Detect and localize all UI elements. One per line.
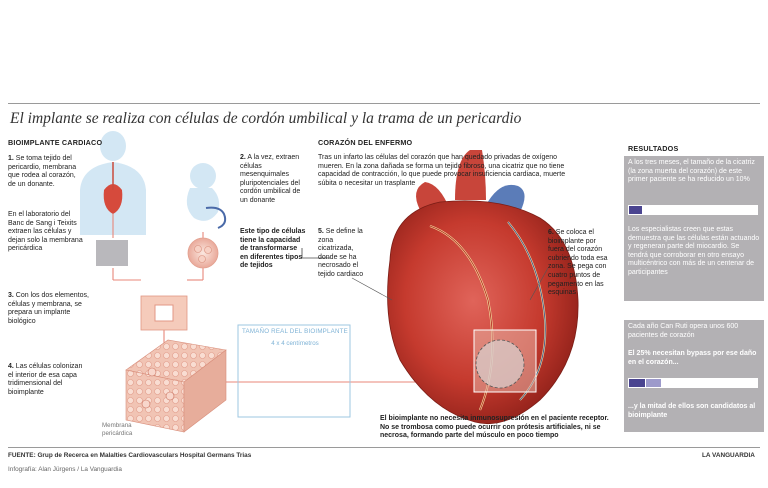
- corazon-note: El bioimplante no necesita inmunosupresión en el paciente receptor. No se trombosa como puede ocurrir con prótesis artificiales, ni se necrosa, formando parte del músculo en poco tiempo: [380, 415, 609, 440]
- corazon-heading: CORAZÓN DEL ENFERMO: [318, 138, 413, 147]
- page-title: El implante se realiza con células de cordón umbilical y la trama de un pericardio: [10, 110, 522, 127]
- corazon-intro: Tras un infarto las células del corazón que han quedado privadas de oxígeno mueren. En la zona dañada se forma un tejido fibroso, una cicatriz que no tiene capacidad de contracción, lo que puede provocar insuficiencia cardiaca, muerte súbita o necesitar un trasplante: [318, 154, 566, 187]
- result-p5: ...y la mitad de ellos son candidatos al bioimplante: [628, 403, 756, 419]
- step-6-text: Se coloca el bioimplante por fuera del corazón cubriendo toda esa zona. Se pega con cuatro puntos de pegamento en las esquinas: [548, 229, 608, 297]
- step-1-number: 1.: [8, 155, 14, 162]
- step-4-text: Las células colonizan el interior de esa capa tridimensional del bioimplante: [8, 363, 83, 396]
- bypass-track: [628, 378, 758, 388]
- footer-brand: LA VANGUARDIA: [702, 452, 755, 459]
- stem-cells-sample: [188, 238, 218, 268]
- real-size-value: 4 x 4 centímetros: [271, 340, 319, 347]
- result-p4: El 25% necesitan bypass por ese daño en el corazón...: [628, 350, 757, 366]
- step-2-text: A la vez, extraen células mesenquimales pluripotenciales del cordón umbilical de un donante: [240, 154, 301, 204]
- real-size-box: [238, 325, 350, 417]
- umbilical-cord-illustration: [187, 163, 225, 228]
- membrana-label: Membrana pericárdica: [102, 422, 133, 437]
- result-p3: Cada año Can Ruti opera unos 600 pacientes de corazón: [628, 323, 739, 339]
- step-4: [8, 363, 88, 397]
- resultados-heading: RESULTADOS: [628, 144, 679, 153]
- results-panel-bottom: [624, 320, 764, 432]
- result-p1: A los tres meses, el tamaño de la cicatriz (la zona muerta del corazón) de este primer paciente se ha reducido un 10%: [628, 159, 755, 184]
- step-2b: Este tipo de células tiene la capacidad de transformarse en diferentes tipos de tejidos: [240, 228, 306, 270]
- results-panel-top: [624, 156, 764, 301]
- bioimplante-heading: BIOIMPLANTE CARDIACO: [8, 138, 103, 147]
- step-1: [8, 155, 78, 189]
- biological-implant-box: [141, 296, 187, 330]
- step-1b: En el laboratorio del Banc de Sang i Teixits extraen las células y dejan solo la membrana pericárdica: [8, 211, 83, 253]
- scar-reduction-track: [628, 205, 758, 215]
- step-6: [548, 229, 612, 298]
- step-5-text: Se define la zona cicatrizada, donde se ha necrosado el tejido cardiaco: [318, 228, 364, 278]
- footer-credit: Infografía: Alan Jürgens / La Vanguardia: [8, 466, 122, 473]
- step-2: [240, 154, 306, 206]
- candidate-fill: [628, 378, 646, 388]
- step-4-number: 4.: [8, 363, 14, 370]
- real-size-title: TAMAÑO REAL DEL BIOIMPLANTE: [242, 328, 348, 335]
- footer-source: FUENTE: Grup de Recerca en Malalties Cardiovasculars Hospital Germans Trias: [8, 452, 252, 459]
- step-6-number: 6.: [548, 229, 554, 236]
- step-1-text: Se toma tejido del pericardio, membrana que rodea al corazón, de un donante.: [8, 155, 77, 188]
- step-5: [318, 228, 366, 280]
- pericardial-membrane-sample: [96, 240, 128, 266]
- step-5-number: 5.: [318, 228, 324, 235]
- step-3-number: 3.: [8, 292, 14, 299]
- step-2-number: 2.: [240, 154, 246, 161]
- result-p2: Los especialistas creen que estas demuestra que las células están actuando y regeneran parte del miocardio. Se tendrá que corroborar en otro ensayo multicéntrico con más de un centenar de participantes: [628, 226, 760, 276]
- step-3-text: Con los dos elementos, células y membrana, se prepara un implante biológico: [8, 292, 89, 325]
- bioimplant-3d-block: [126, 340, 226, 432]
- scar-reduction-fill: [628, 205, 643, 215]
- step-3: [8, 292, 96, 326]
